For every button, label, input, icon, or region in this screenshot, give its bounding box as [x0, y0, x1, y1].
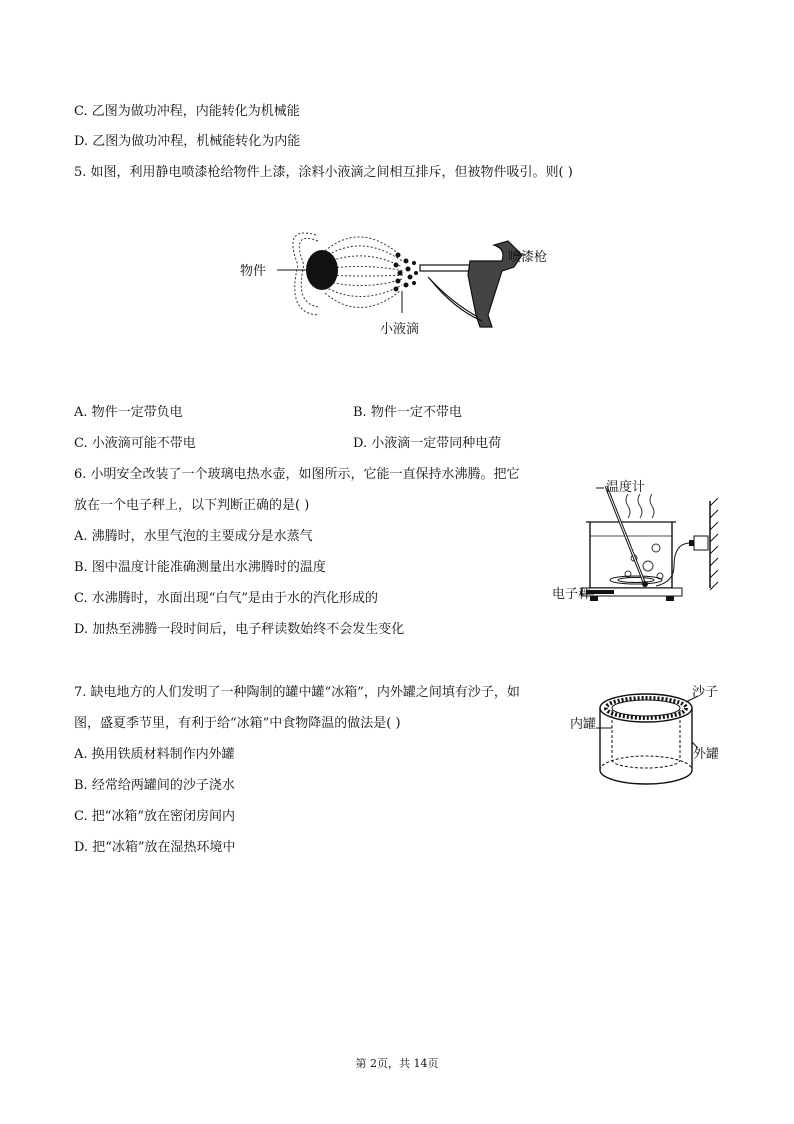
q4-option-d: D. 乙图为做功冲程，机械能转化为内能: [74, 134, 301, 149]
scale-label: 电子秤: [552, 587, 592, 602]
q6-option-c: C. 水沸腾时，水面出现“白气”是由于水的汽化形成的: [74, 591, 379, 606]
sand-label: 沙子: [692, 685, 719, 700]
q7-stem-line2: 图，盛夏季节里，有利于给“冰箱”中食物降温的做法是( ): [74, 716, 401, 731]
pot-in-pot-figure: [566, 676, 726, 788]
droplets-label: 小液滴: [380, 322, 420, 337]
page-footer: 第 2页，共 14页: [355, 1057, 439, 1070]
q6-option-d: D. 加热至沸腾一段时间后，电子秤读数始终不会发生变化: [74, 622, 405, 637]
q5-option-c: C. 小液滴可能不带电: [74, 436, 196, 451]
q7-stem-line1: 7. 缺电地方的人们发明了一种陶制的罐中罐“冰箱”，内外罐之间填有沙子，如: [74, 685, 520, 700]
object-label: 物件: [240, 264, 267, 279]
q5-option-d: D. 小液滴一定带同种电荷: [353, 436, 502, 451]
q5-option-a: A. 物件一定带负电: [74, 405, 183, 420]
q7-option-b: B. 经常给两罐间的沙子浇水: [74, 778, 235, 793]
thermometer-label: 温度计: [606, 480, 646, 495]
q5-stem: 5. 如图，利用静电喷漆枪给物件上漆，涂料小液滴之间相互排斥，但被物件吸引。则( ): [74, 165, 573, 180]
object-shape: [306, 250, 338, 290]
kettle-figure: [548, 466, 730, 611]
outer-jar-label: 外罐: [693, 747, 720, 762]
q6-stem-line1: 6. 小明安全改装了一个玻璃电热水壶，如图所示，它能一直保持水沸腾。把它: [74, 467, 520, 482]
q6-option-a: A. 沸腾时，水里气泡的主要成分是水蒸气: [74, 529, 313, 544]
q6-stem-line2: 放在一个电子秤上，以下判断正确的是( ): [74, 498, 310, 513]
q7-option-c: C. 把“冰箱”放在密闭房间内: [74, 809, 236, 824]
q7-option-a: A. 换用铁质材料制作内外罐: [74, 747, 235, 762]
spray-gun-shape: [420, 241, 522, 327]
q4-option-c: C. 乙图为做功冲程，内能转化为机械能: [74, 104, 300, 119]
inner-jar-label: 内罐: [570, 717, 597, 732]
q7-option-d: D. 把“冰箱”放在湿热环境中: [74, 840, 236, 855]
q5-option-b: B. 物件一定不带电: [353, 405, 462, 420]
q6-option-b: B. 图中温度计能准确测量出水沸腾时的温度: [74, 560, 326, 575]
spray-gun-figure: [230, 215, 570, 350]
spray-gun-label: 喷漆枪: [508, 250, 548, 265]
